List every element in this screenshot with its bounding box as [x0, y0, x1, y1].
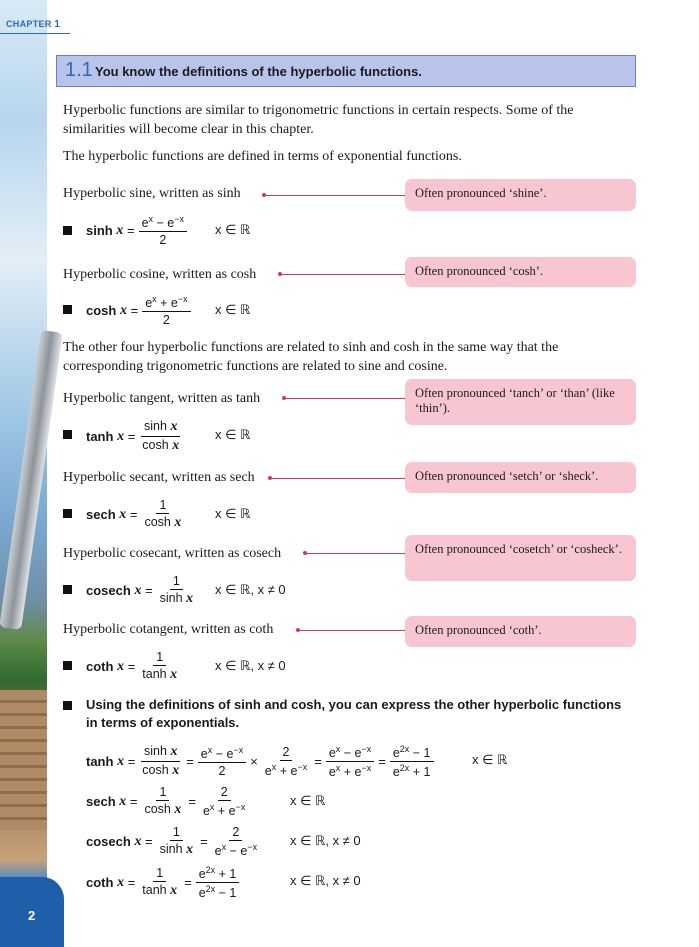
- pointer-line: [270, 478, 405, 479]
- note-coth: Often pronounced ‘coth’.: [405, 616, 636, 647]
- note-sinh: Often pronounced ‘shine’.: [405, 179, 636, 211]
- fraction: $\frac{1}{\text{tanh x}}$: [142, 650, 178, 682]
- bullet-square: [63, 585, 72, 594]
- eq-lhs: cosech: [86, 583, 131, 598]
- eq-lhs: tanh: [86, 429, 114, 444]
- sech-expansion-domain: x ∈ ℝ: [290, 793, 326, 808]
- cosech-equation: cosech x = $\frac{1}{\text{sinh x}}$: [86, 574, 200, 607]
- gateway-arch-image: [0, 330, 63, 630]
- eq-lhs: coth: [86, 875, 114, 891]
- fraction: $\frac{\text{sinh x}}{\text{cosh x}}$: [142, 419, 180, 453]
- eq-lhs: cosech: [86, 834, 131, 850]
- page-number: 2: [28, 908, 36, 923]
- bullet-square: [63, 701, 72, 710]
- cosh-domain: x ∈ ℝ: [215, 302, 251, 317]
- chapter-rule: [0, 33, 70, 34]
- tanh-label: Hyperbolic tangent, written as tanh: [63, 391, 261, 406]
- eq-lhs: sinh: [86, 223, 113, 239]
- eq-lhs: coth: [86, 659, 114, 674]
- pointer-line: [284, 398, 405, 399]
- pointer-line: [264, 195, 405, 196]
- fraction: $\frac{e^x - e^{-x}}{2}$: [139, 214, 187, 247]
- chapter-label: [6, 19, 60, 30]
- eq-lhs: sech: [86, 507, 116, 522]
- coth-label: Hyperbolic cotangent, written as coth: [63, 622, 274, 637]
- intro-paragraph-2: The hyperbolic functions are defined in terms of exponential functions.: [63, 149, 462, 164]
- section-header: [56, 55, 636, 87]
- stairs-image: [0, 690, 47, 830]
- eq-lhs: tanh: [86, 754, 114, 770]
- sech-expansion: sech x = $\frac{1}{\text{cosh x}}$ = $\frac{2}{e^x + e^{-x}}$: [86, 785, 246, 819]
- tanh-domain: x ∈ ℝ: [215, 427, 251, 442]
- summary-paragraph: Using the definitions of sinh and cosh, you can express the other hyperbolic functions in terms of exponentials.: [86, 697, 622, 730]
- coth-equation: coth x = $\frac{1}{\text{tanh x}}$: [86, 650, 184, 683]
- sinh-equation: sinh x = $\frac{e^x - e^{-x}}{2}$: [86, 214, 191, 247]
- fraction: $\frac{1}{\text{sinh x}}$: [159, 574, 194, 606]
- pointer-line: [305, 553, 405, 554]
- cosech-domain: x ∈ ℝ, x ≠ 0: [215, 582, 286, 597]
- middle-paragraph: The other four hyperbolic functions are related to sinh and cosh in the same way that the corresponding trigonometric functions are related to sine and cosine.: [63, 340, 559, 374]
- sech-domain: x ∈ ℝ: [215, 506, 251, 521]
- pointer-line: [298, 630, 405, 631]
- bullet-square: [63, 305, 72, 314]
- coth-domain: x ∈ ℝ, x ≠ 0: [215, 658, 286, 673]
- sinh-domain: x ∈ ℝ: [215, 222, 251, 237]
- tanh-equation: tanh x = $\frac{\text{sinh x}}{\text{cosh x}}$: [86, 419, 186, 454]
- cosech-expansion-domain: x ∈ ℝ, x ≠ 0: [290, 833, 361, 848]
- note-sech: Often pronounced ‘setch’ or ‘sheck’.: [405, 462, 636, 493]
- note-tanh: Often pronounced ‘tanch’ or ‘than’ (like ‘thin’).: [405, 379, 636, 425]
- fraction: $\frac{1}{\text{cosh x}}$: [144, 498, 182, 530]
- cosh-label: Hyperbolic cosine, written as cosh: [63, 267, 257, 282]
- pointer-line: [280, 274, 405, 275]
- section-title: You know the definitions of the hyperbolic functions.: [95, 64, 422, 79]
- bullet-square: [63, 509, 72, 518]
- note-cosh: Often pronounced ‘cosh’.: [405, 257, 636, 287]
- cosech-label: Hyperbolic cosecant, written as cosech: [63, 546, 282, 561]
- chapter-text: CHAPTER: [6, 19, 52, 29]
- chapter-number: 1: [54, 19, 61, 30]
- eq-lhs: cosh: [86, 303, 117, 319]
- sidebar-photo: [0, 0, 47, 947]
- fraction: $\frac{e^x + e^{-x}}{2}$: [142, 294, 190, 327]
- bullet-square: [63, 661, 72, 670]
- intro-paragraph-1: Hyperbolic functions are similar to trigonometric functions in certain respects. Some of the similarities will become clear in this chapter.: [63, 103, 574, 137]
- tanh-expansion-domain: x ∈ ℝ: [472, 752, 508, 767]
- note-cosech: Often pronounced ‘cosetch’ or ‘cosheck’.: [405, 535, 636, 581]
- coth-expansion-domain: x ∈ ℝ, x ≠ 0: [290, 873, 361, 888]
- bullet-square: [63, 226, 72, 235]
- eq-lhs: sech: [86, 794, 116, 810]
- cosh-equation: cosh x = $\frac{e^x + e^{-x}}{2}$: [86, 294, 195, 327]
- section-number: 1.1: [65, 59, 93, 81]
- tanh-expansion: tanh x = $\frac{\text{sinh x}}{\text{cosh x}}$ = $\frac{e^x - e^{-x}}{2}$ × $\frac{2}{e^x + e^{-x}}$ = $\frac{e^x - e^{-x}}{e^x + e^{-x}}$ = $\frac{e^{2x} - 1}{e^{2x} + 1}$: [86, 744, 438, 779]
- coth-expansion: coth x = $\frac{1}{\text{tanh x}}$ = $\frac{e^{2x} + 1}{e^{2x} - 1}$: [86, 865, 243, 900]
- page-number-tab: [0, 877, 64, 947]
- cosech-expansion: cosech x = $\frac{1}{\text{sinh x}}$ = $\frac{2}{e^x - e^{-x}}$: [86, 825, 258, 859]
- sech-equation: sech x = $\frac{1}{\text{cosh x}}$: [86, 498, 188, 531]
- sinh-label: Hyperbolic sine, written as sinh: [63, 186, 241, 201]
- sech-label: Hyperbolic secant, written as sech: [63, 470, 255, 485]
- bullet-square: [63, 430, 72, 439]
